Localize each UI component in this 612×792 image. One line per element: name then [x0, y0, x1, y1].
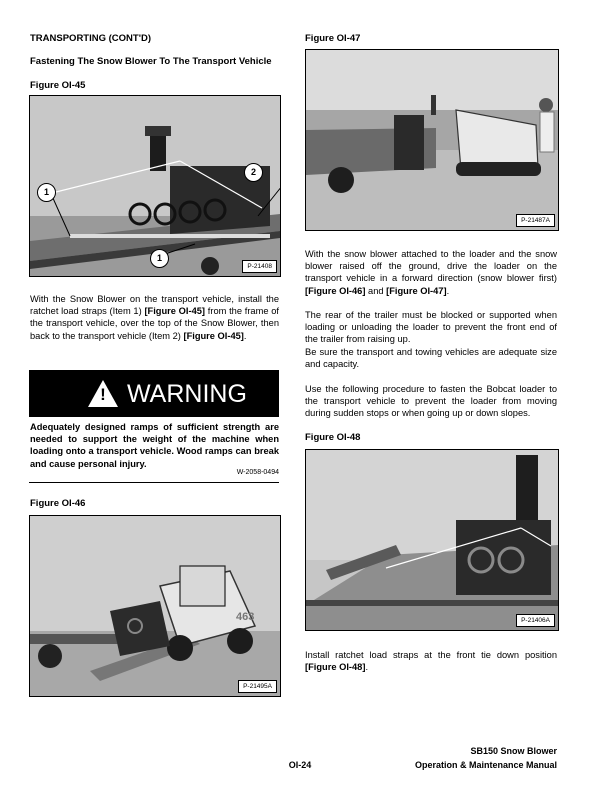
paragraph-install-straps: With the Snow Blower on the transport vehicle, install the ratchet load straps (Item 1) [Figure OI-45] from the frame of the transport vehicle, over the top of the Snow Blower, then back to the transport vehicle (Item 2) [Figure OI-45]. — [30, 294, 279, 341]
paragraph-install-front-straps: Install ratchet load straps at the front tie down position [Figure OI-48]. — [305, 650, 557, 673]
page-number: OI-24 — [288, 760, 312, 770]
loader-driving-onto-trailer-photo — [306, 50, 558, 230]
callout-1-lower: 1 — [150, 249, 169, 268]
figure-ref-ol-48[interactable]: [Figure OI-48] — [305, 662, 366, 673]
figure-ol-48 — [305, 449, 559, 631]
paragraph-fasten-procedure: Use the following procedure to fasten the Bobcat loader to the transport vehicle to prevent the loader from moving during sudden stops or when going up or down slopes. — [305, 384, 557, 419]
warning-text: Adequately designed ramps of sufficient strength are needed to support the weight of the machine when loading onto a transport vehicle. Wood ramps can break and cause personal injury. — [30, 422, 279, 469]
paragraph-trailer-blocking: The rear of the trailer must be blocked or supported when loading or unloading the loader to prevent the front end of the trailer from raising up. — [305, 310, 557, 345]
warning-banner — [29, 370, 279, 417]
figure-ref-ol-45[interactable]: [Figure OI-45] — [144, 306, 206, 317]
figure-ref-ol-46[interactable]: [Figure OI-46] — [305, 285, 366, 296]
photo-id-tag: P-21406A — [516, 614, 555, 627]
paragraph-drive-loader: With the snow blower attached to the loader and the snow blower raised off the ground, drive the loader on the transport vehicle in a forward direction (snow blower first) [Figure OI-46] and [Figure OI-47]. — [305, 249, 557, 296]
warning-divider — [29, 482, 279, 483]
warning-code: W-2058-0494 — [236, 469, 279, 476]
callout-1: 1 — [37, 183, 56, 202]
loader-on-ramp-photo — [30, 516, 280, 696]
footer-manual-title: Operation & Maintenance Manual — [414, 760, 557, 770]
snow-blower-front-tie-down-photo — [306, 450, 558, 630]
photo-id-tag: P-21408 — [242, 260, 277, 273]
figure-ref-ol-47[interactable]: [Figure OI-47] — [386, 285, 447, 296]
photo-id-tag: P-21487A — [516, 214, 555, 227]
section-title: TRANSPORTING (CONT'D) — [30, 33, 151, 44]
figure-ol-46 — [29, 515, 281, 697]
figure-ref-ol-45-b[interactable]: [Figure OI-45] — [183, 330, 244, 341]
section-subtitle: Fastening The Snow Blower To The Transport Vehicle — [30, 56, 272, 67]
figure-caption-ol-46: Figure OI-46 — [30, 498, 86, 509]
figure-caption-ol-45: Figure OI-45 — [30, 80, 86, 91]
figure-ol-45 — [29, 95, 281, 277]
photo-id-tag: P-21495A — [238, 680, 277, 693]
warning-label: WARNING — [127, 380, 247, 408]
warning-exclamation: ! — [100, 385, 106, 404]
figure-caption-ol-47: Figure OI-47 — [305, 33, 361, 44]
footer-product: SB150 Snow Blower — [470, 746, 557, 756]
paragraph-vehicle-capacity: Be sure the transport and towing vehicles are adequate size and capacity. — [305, 347, 557, 370]
figure-ol-47 — [305, 49, 559, 231]
callout-2: 2 — [244, 163, 263, 182]
loader-plate-number: 463 — [236, 611, 255, 623]
figure-caption-ol-48: Figure OI-48 — [305, 432, 361, 443]
